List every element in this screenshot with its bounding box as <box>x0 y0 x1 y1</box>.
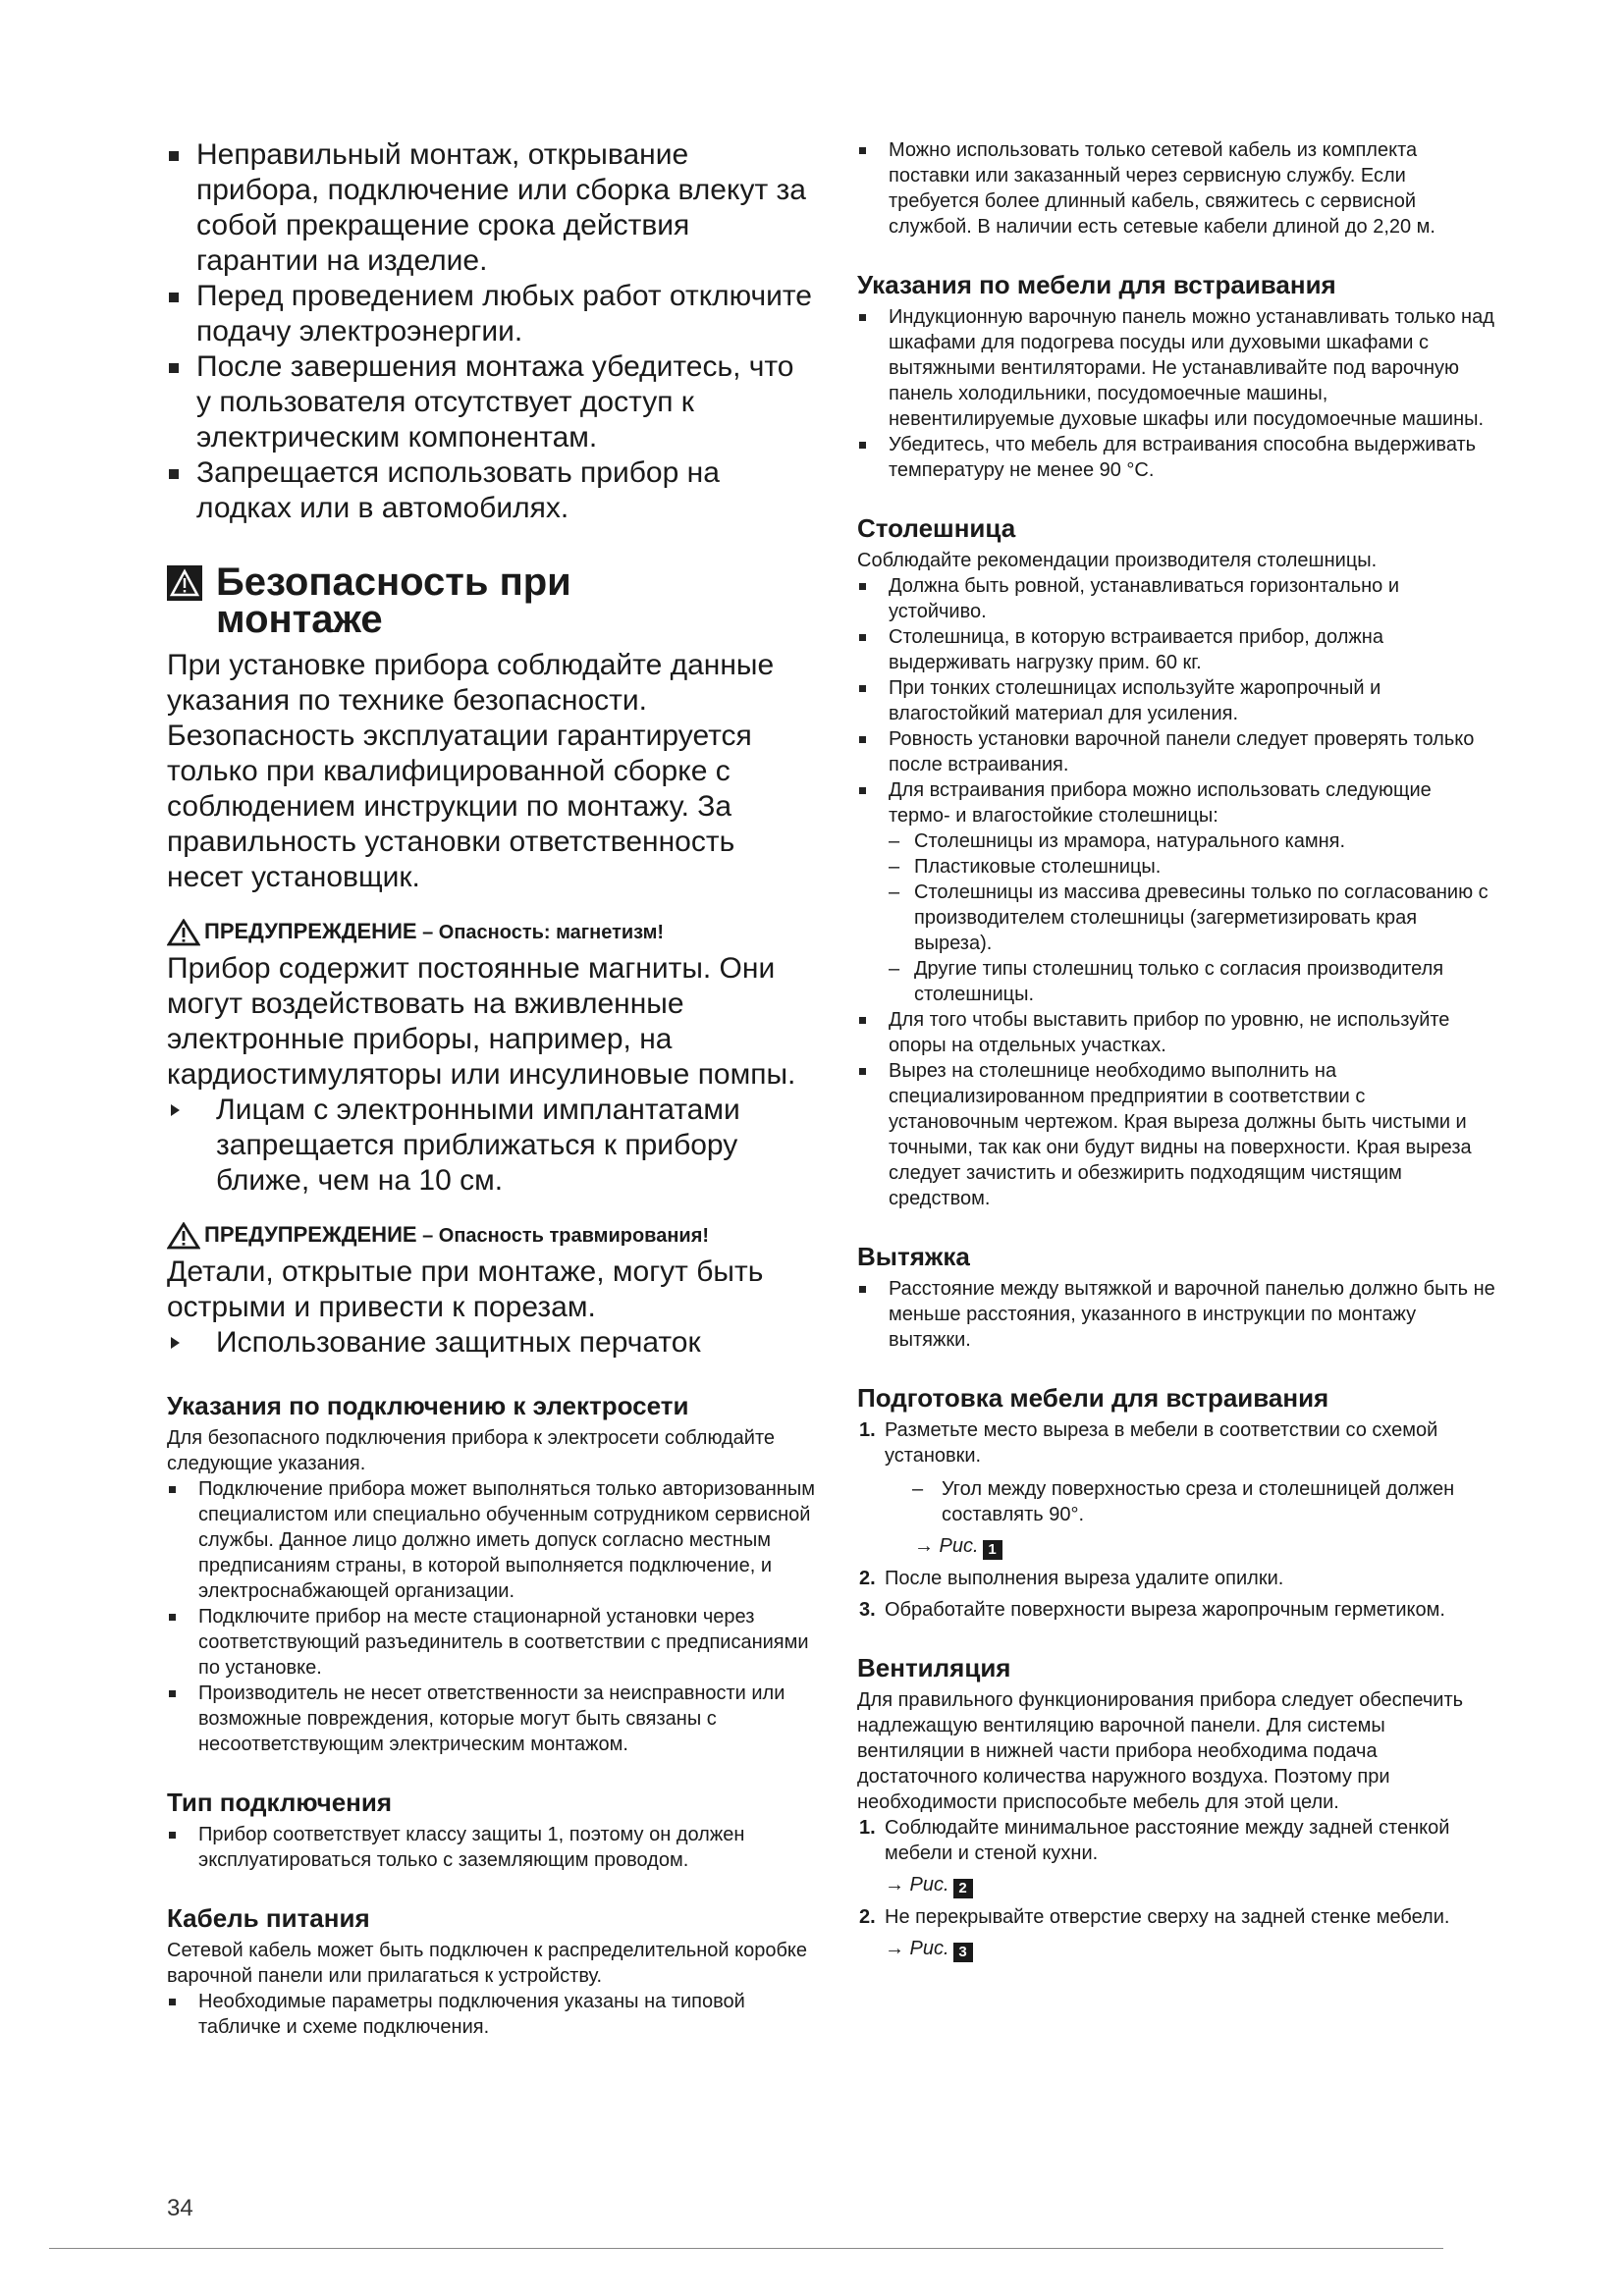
list-item: Необходимые параметры подключения указаны на типовой табличке и схеме подключения. <box>167 1989 815 2040</box>
list-item: 3. Обработайте поверхности выреза жаропрочным герметиком. <box>859 1599 1445 1621</box>
list-item: Неправильный монтаж, открывание прибора, подключение или сборка влекут за собой прекращение срока действия гарантии на изделие. <box>167 137 815 279</box>
list-item: Убедитесь, что мебель для встраивания способна выдерживать температуру не менее 90 °С. <box>857 432 1495 483</box>
right-column <box>857 137 1495 1968</box>
heading-worktop: Столешница <box>857 513 1016 543</box>
warning-triangle-icon <box>167 1222 200 1250</box>
safety-paragraph-1: При установке прибора соблюдайте данные указания по технике безопасности. <box>167 649 775 717</box>
list-item: Столешница, в которую встраивается прибор, должна выдерживать нагрузку прим. 60 кг. <box>857 624 1495 675</box>
warning-magnetism-heading <box>167 919 815 945</box>
worktop-intro: Соблюдайте рекомендации производителя столешницы. <box>857 550 1378 571</box>
warning-injury-text: Детали, открытые при монтаже, могут быть острыми и привести к порезам. <box>167 1255 764 1323</box>
safety-paragraph-2: Безопасность эксплуатации гарантируется только при квалифицированной сборке с соблюдением инструкции по монтажу. За правильность установки ответственность несет установщик. <box>167 720 752 893</box>
warning-magnetism-action-list <box>167 1093 815 1199</box>
warning-label: ПРЕДУПРЕЖДЕНИЕ <box>204 1222 417 1247</box>
list-item: Использование защитных перчаток <box>167 1325 815 1361</box>
heading-furniture-preparation: Подготовка мебели для встраивания <box>857 1383 1329 1413</box>
warning-injury-action-list <box>167 1325 815 1361</box>
hood-bullet-list <box>857 1276 1495 1353</box>
power-cable-bullet-list <box>167 1989 815 2040</box>
heading-power-cable: Кабель питания <box>167 1903 370 1933</box>
figure-reference: → Рис. 3 <box>885 1936 1495 1962</box>
section-title-installation-safety <box>167 561 815 641</box>
heading-connection-type: Тип подключения <box>167 1788 393 1817</box>
list-item: Подключите прибор на месте стационарной установки через соответствующий разъединитель в соответствии с предписаниями по установке. <box>167 1604 815 1681</box>
list-item: 1. Соблюдайте минимальное расстояние между задней стенкой мебели и стеной кухни. → Рис. 2 <box>857 1815 1495 1898</box>
ventilation-steps <box>857 1815 1495 1962</box>
figure-reference: → Рис. 1 <box>885 1533 1495 1560</box>
electrical-intro: Для безопасного подключения прибора к электросети соблюдайте следующие указания. <box>167 1427 776 1474</box>
list-item: 1. Разметьте место выреза в мебели в соответствии со схемой установки. – Угол между поверхностью среза и столешницей должен составлять 90°. → Рис. 1 <box>857 1417 1495 1560</box>
warning-magnetism-text: Прибор содержит постоянные магниты. Они могут воздействовать на вживленные электронные приборы, например, на кардиостимуляторы или инсулиновые помпы. <box>167 952 796 1091</box>
cable-bullet-list <box>857 137 1495 240</box>
ventilation-intro: Для правильного функционирования прибора следует обеспечить надлежащую вентиляцию варочной панели. Для системы вентиляции в нижней части прибора необходима подача достаточного количества наружного воздуха. Поэтому при необходимости приспособьте мебель для этой цели. <box>857 1689 1464 1813</box>
footer-divider <box>49 2248 1443 2249</box>
list-item: Можно использовать только сетевой кабель из комплекта поставки или заказанный через сервисную службу. Если требуется более длинный кабель, свяжитесь с сервисной службой. В наличии есть сетевые кабели длиной до 2,20 м. <box>857 137 1495 240</box>
warning-injury-heading <box>167 1222 815 1249</box>
left-column <box>167 137 815 2040</box>
list-item: После завершения монтажа убедитесь, что у пользователя отсутствует доступ к электрическим компонентам. <box>167 349 815 455</box>
intro-bullet-list <box>167 137 815 526</box>
list-item: Вырез на столешнице необходимо выполнить на специализированном предприятии в соответствии с установочным чертежом. Края выреза должны быть чистыми и точными, так как они будут видны на поверхности. Края выреза следует зачистить и обезжирить подходящим чистящим средством. <box>857 1058 1495 1211</box>
heading-extractor-hood: Вытяжка <box>857 1242 970 1271</box>
list-item: Прибор соответствует классу защиты 1, поэтому он должен эксплуатироваться только с заземляющим проводом. <box>167 1822 815 1873</box>
warning-title: – Опасность: магнетизм! <box>416 922 665 943</box>
warning-box-icon <box>167 565 202 601</box>
list-item: Перед проведением любых работ отключите подачу электроэнергии. <box>167 279 815 349</box>
list-item: – Столешницы из мрамора, натурального камня. <box>889 830 1346 852</box>
list-item: Должна быть ровной, устанавливаться горизонтально и устойчиво. <box>857 573 1495 624</box>
list-item: Ровность установки варочной панели следует проверять только после встраивания. <box>857 726 1495 777</box>
list-item: 2. После выполнения выреза удалите опилки. <box>859 1568 1284 1589</box>
warning-title: – Опасность травмирования! <box>416 1225 710 1247</box>
section-title-line-2: монтаже <box>216 598 383 641</box>
worktop-more-bullet-list <box>857 1007 1495 1211</box>
list-item: 2. Не перекрывайте отверстие сверху на задней стенке мебели. → Рис. 3 <box>857 1904 1495 1962</box>
list-item: Лицам с электронными имплантатами запрещается приближаться к прибору ближе, чем на 10 см. <box>167 1093 815 1199</box>
warning-triangle-icon <box>167 919 200 946</box>
furniture-bullet-list <box>857 304 1495 483</box>
list-item: При тонких столешницах используйте жаропрочный и влагостойкий материал для усиления. <box>857 675 1495 726</box>
warning-label: ПРЕДУПРЕЖДЕНИЕ <box>204 919 417 943</box>
list-item: – Пластиковые столешницы. <box>889 856 1162 878</box>
electrical-bullet-list <box>167 1476 815 1757</box>
figure-number-badge: 1 <box>983 1540 1002 1560</box>
figure-number-badge: 3 <box>953 1943 973 1962</box>
worktop-bullet-list <box>857 573 1495 828</box>
list-item: Для того чтобы выставить прибор по уровню, не используйте опоры на отдельных участках. <box>857 1007 1495 1058</box>
power-cable-intro: Сетевой кабель может быть подключен к распределительной коробке варочной панели или прилагаться к устройству. <box>167 1940 808 1987</box>
list-item: – Столешницы из массива древесины только по согласованию с производителем столешницы (загерметизировать края выреза). <box>889 881 1489 954</box>
list-item: – Другие типы столешниц только с согласия производителя столешницы. <box>889 958 1444 1005</box>
figure-number-badge: 2 <box>953 1879 973 1898</box>
worktop-types-list <box>857 828 1495 1007</box>
preparation-steps <box>857 1417 1495 1623</box>
list-item: Для встраивания прибора можно использовать следующие термо- и влагостойкие столешницы: <box>857 777 1495 828</box>
figure-reference: → Рис. 2 <box>885 1872 1495 1898</box>
heading-ventilation: Вентиляция <box>857 1653 1011 1682</box>
list-item: Производитель не несет ответственности за неисправности или возможные повреждения, которые могут быть связаны с несоответствующим электрическим монтажом. <box>167 1681 815 1757</box>
list-item: Расстояние между вытяжкой и варочной панелью должно быть не меньше расстояния, указанного в инструкции по монтажу вытяжки. <box>857 1276 1495 1353</box>
list-item: Индукционную варочную панель можно устанавливать только над шкафами для подогрева посуды или духовыми шкафами с вытяжными вентиляторами. Не устанавливайте под варочную панель холодильники, посудомоечные машины, невентилируемые духовые шкафы или посудомоечные машины. <box>857 304 1495 432</box>
heading-electrical-connection: Указания по подключению к электросети <box>167 1391 689 1420</box>
heading-built-in-furniture: Указания по мебели для встраивания <box>857 270 1336 299</box>
page-number: 34 <box>167 2195 193 2221</box>
list-item: Подключение прибора может выполняться только авторизованным специалистом или специально обученным сотрудником сервисной службы. Данное лицо должно иметь допуск согласно местным предписаниям страны, в которой выполняется подключение, и электроснабжающей организации. <box>167 1476 815 1604</box>
list-item: Запрещается использовать прибор на лодках или в автомобилях. <box>167 455 815 526</box>
connection-bullet-list <box>167 1822 815 1873</box>
preparation-substep: – Угол между поверхностью среза и столешницей должен составлять 90°. <box>912 1478 1455 1525</box>
section-title-line-1: Безопасность при <box>216 561 571 604</box>
